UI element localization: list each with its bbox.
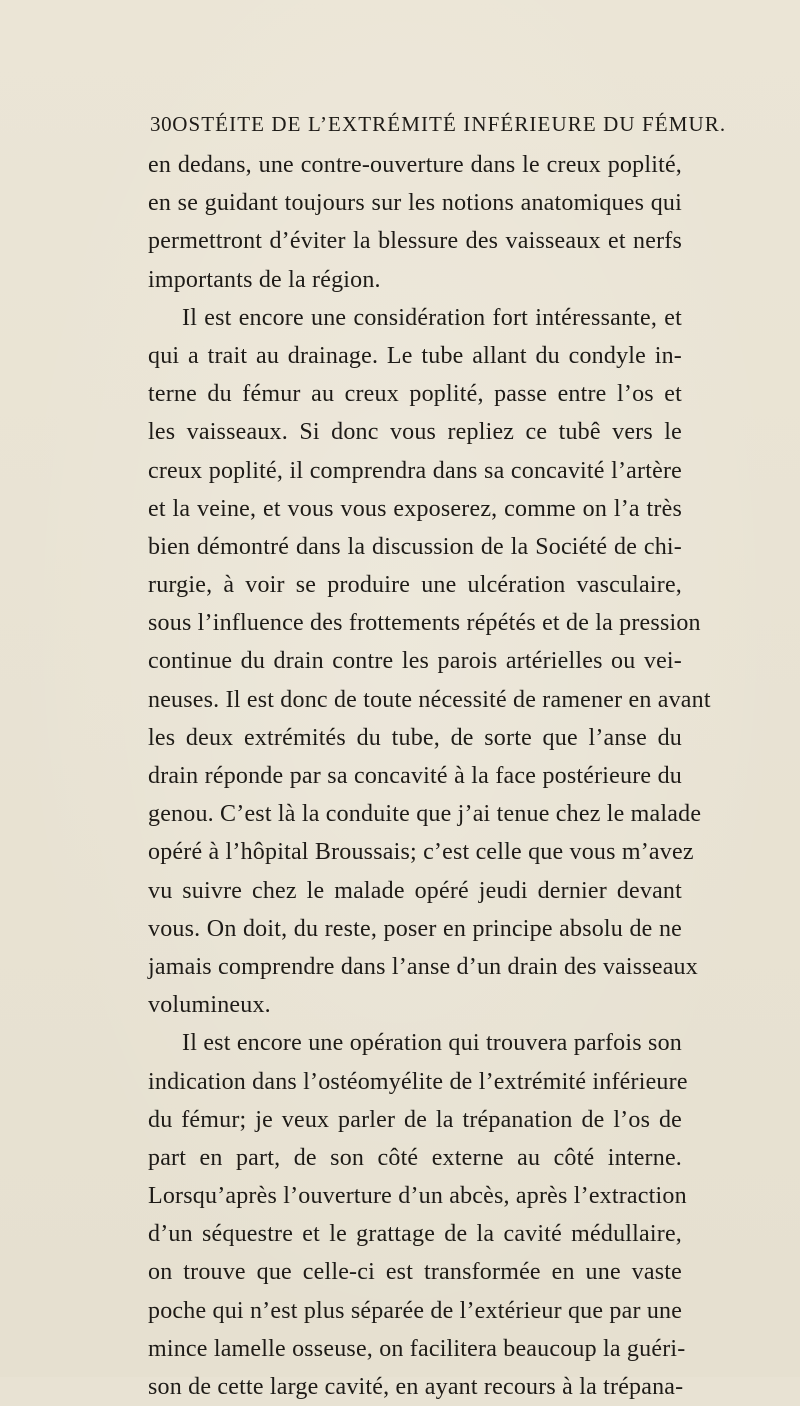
text-line: les vaisseaux. Si donc vous repliez ce tubê vers le bbox=[148, 419, 682, 446]
text-line: d’un séquestre et le grattage de la cavité médullaire, bbox=[148, 1221, 682, 1248]
text-line: en se guidant toujours sur les notions anatomiques qui bbox=[148, 190, 682, 217]
text-line: en dedans, une contre-ouverture dans le creux poplité, bbox=[148, 152, 682, 178]
text-line: les deux extrémités du tube, de sorte que l’anse du bbox=[148, 724, 682, 751]
text-line: vu suivre chez le malade opéré jeudi dernier devant bbox=[148, 877, 682, 904]
running-title: OSTÉITE DE L’EXTRÉMITÉ INFÉRIEURE DU FÉMUR. bbox=[172, 112, 727, 136]
text-line: Il est encore une considération fort intéressante, et bbox=[182, 304, 682, 331]
page-number: 30 bbox=[150, 112, 173, 136]
text-line: vous. On doit, du reste, poser en principe absolu de ne bbox=[148, 915, 682, 942]
text-line: poche qui n’est plus séparée de l’extérieur que par une bbox=[148, 1297, 683, 1324]
text-line: jamais comprendre dans l’anse d’un drain des vaisseaux bbox=[148, 953, 698, 980]
text-line: creux poplité, il comprendra dans sa concavité l’artère bbox=[148, 457, 682, 484]
text-line: drain réponde par sa concavité à la face postérieure du bbox=[148, 763, 682, 789]
text-line: part en part, de son côté externe au côté interne. bbox=[148, 1144, 682, 1171]
text-line: et la veine, et vous vous exposerez, comme on l’a très bbox=[148, 495, 682, 522]
text-line: Il est encore une opération qui trouvera parfois son bbox=[182, 1030, 682, 1057]
body-text bbox=[148, 146, 711, 1406]
text-line: Lorsqu’après l’ouverture d’un abcès, après l’extraction bbox=[148, 1183, 687, 1210]
text-line: mince lamelle osseuse, on facilitera beaucoup la guéri- bbox=[148, 1335, 686, 1362]
text-line: on trouve que celle-ci est transformée en une vaste bbox=[148, 1259, 682, 1286]
text-line: continue du drain contre les parois artérielles ou vei- bbox=[148, 648, 682, 675]
text-line: genou. C’est là la conduite que j’ai tenue chez le malade bbox=[148, 801, 702, 828]
text-line: volumineux. bbox=[148, 992, 271, 1019]
text-line: du fémur; je veux parler de la trépanation de l’os de bbox=[148, 1106, 682, 1133]
text-line: indication dans l’ostéomyélite de l’extrémité inférieure bbox=[148, 1068, 688, 1095]
text-line: importants de la région. bbox=[148, 266, 381, 293]
text-line: rurgie, à voir se produire une ulcération vasculaire, bbox=[148, 572, 682, 599]
text-line: qui a trait au drainage. Le tube allant du condyle in- bbox=[148, 342, 682, 369]
text-line: bien démontré dans la discussion de la Société de chi- bbox=[148, 533, 682, 560]
text-line: neuses. Il est donc de toute nécessité de ramener en avant bbox=[148, 686, 711, 713]
text-line: permettront d’éviter la blessure des vaisseaux et nerfs bbox=[148, 228, 682, 255]
text-line: son de cette large cavité, en ayant recours à la trépana- bbox=[148, 1374, 684, 1400]
text-line: terne du fémur au creux poplité, passe entre l’os et bbox=[148, 381, 682, 408]
text-line: opéré à l’hôpital Broussais; c’est celle que vous m’avez bbox=[148, 839, 694, 866]
text-line: sous l’influence des frottements répétés et de la pression bbox=[148, 610, 701, 637]
page-header bbox=[150, 112, 727, 142]
